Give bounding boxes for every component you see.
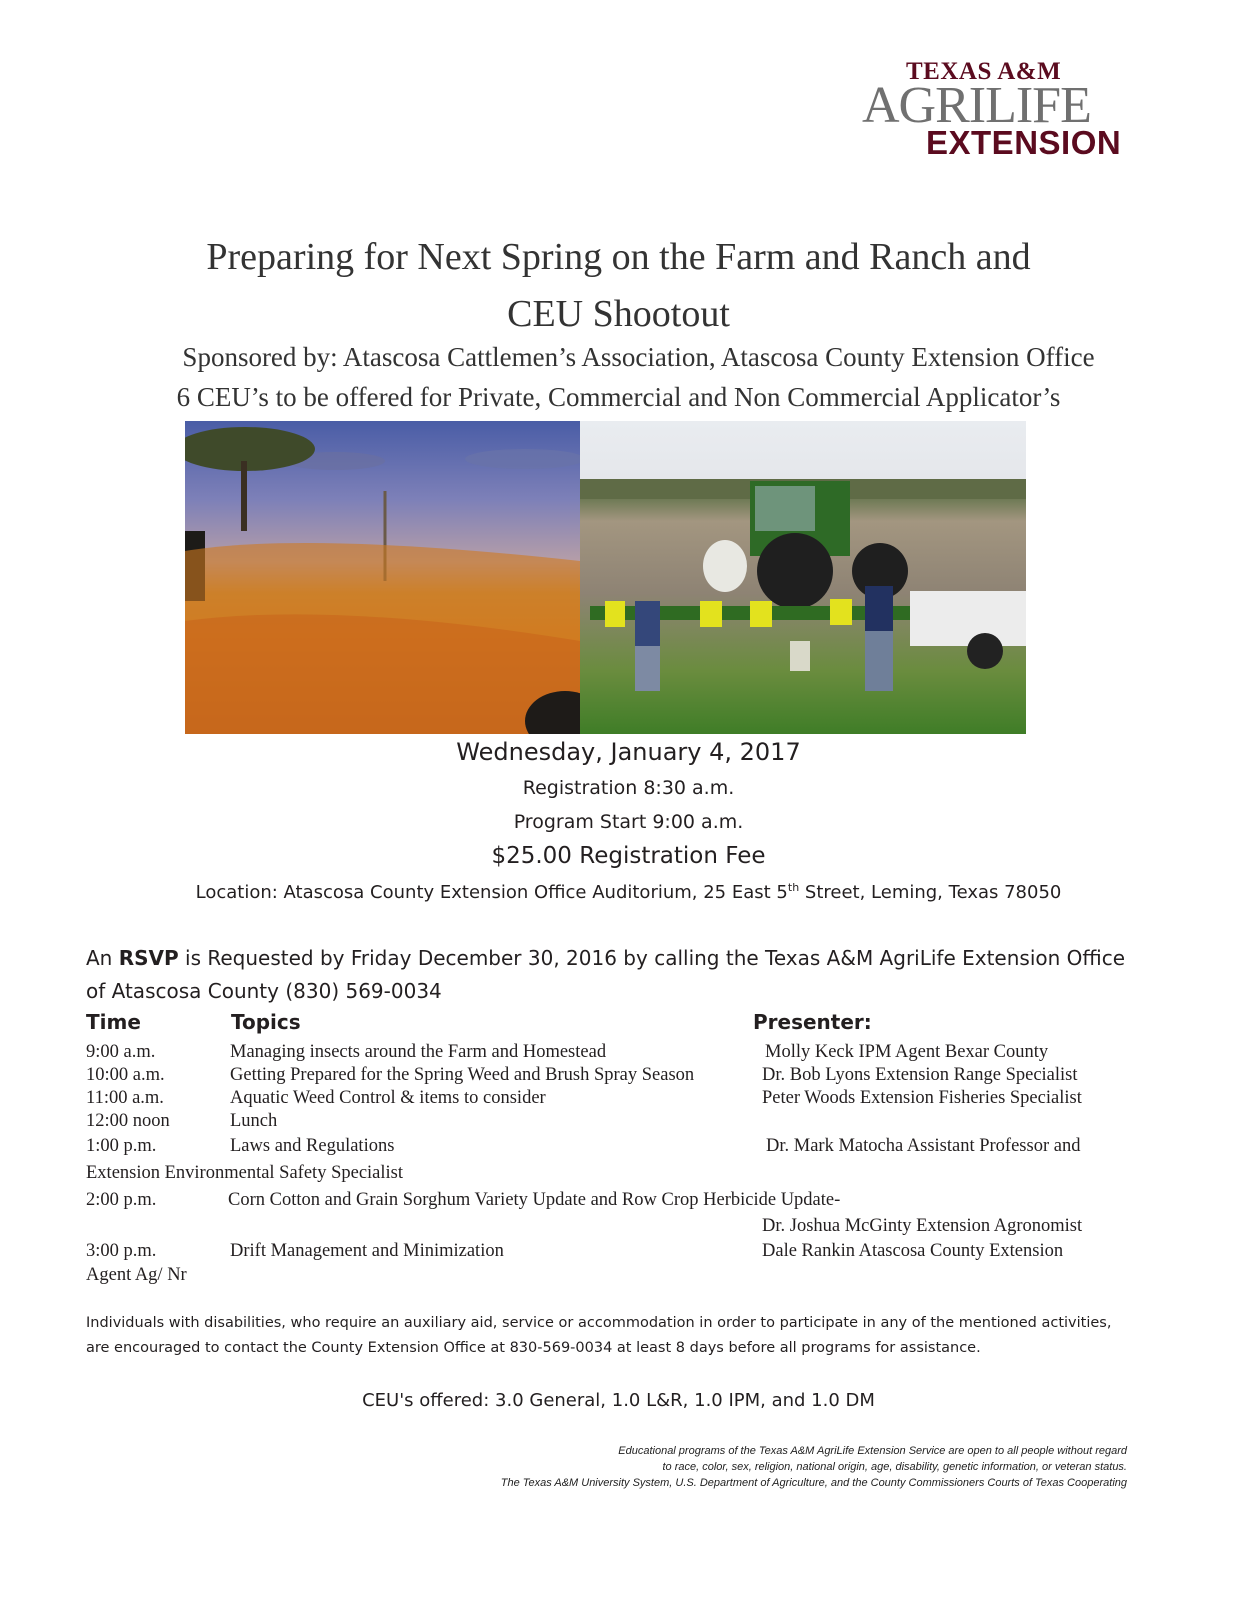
schedule-continuation: Extension Environmental Safety Specialist <box>86 1163 404 1183</box>
logo-agrilife: AGRILIFE <box>862 77 1091 134</box>
event-date: Wednesday, January 4, 2017 <box>456 738 801 766</box>
schedule-time: 12:00 noon <box>86 1111 170 1131</box>
disabilities-line-1: Individuals with disabilities, who require an auxiliary aid, service or accommodation in order to participate in any of the mentioned activities, <box>86 1315 1112 1331</box>
ceus-offered: CEU's offered: 3.0 General, 1.0 L&R, 1.0 IPM, and 1.0 DM <box>362 1390 875 1411</box>
schedule-presenter: Dr. Joshua McGinty Extension Agronomist <box>762 1216 1083 1236</box>
sponsors-line: Sponsored by: Atascosa Cattlemen’s Association, Atascosa County Extension Office <box>182 342 1095 372</box>
schedule-time: 1:00 p.m. <box>86 1136 157 1156</box>
schedule-time: 9:00 a.m. <box>86 1042 156 1062</box>
logo-extension: EXTENSION <box>926 124 1122 161</box>
title-line-2: CEU Shootout <box>507 293 730 335</box>
disabilities-notice <box>86 1311 1156 1361</box>
schedule-topic: Corn Cotton and Grain Sorghum Variety Update and Row Crop Herbicide Update- <box>228 1190 841 1210</box>
footer-line-2: to race, color, sex, religion, national origin, age, disability, genetic information, or veteran status. <box>662 1461 1127 1473</box>
footer-line-1: Educational programs of the Texas A&M AgriLife Extension Service are open to all people without regard <box>618 1445 1127 1457</box>
title-line-1: Preparing for Next Spring on the Farm and Ranch and <box>206 236 1031 278</box>
rsvp-line2: of Atascosa County (830) 569-0034 <box>86 979 442 1003</box>
planter-photo-art <box>580 421 1026 734</box>
footer-line-3: The Texas A&M University System, U.S. Department of Agriculture, and the County Commissioners Courts of Texas Cooperating <box>500 1477 1127 1489</box>
program-start-time: Program Start 9:00 a.m. <box>513 811 744 833</box>
schedule-header-presenter: Presenter: <box>753 1010 872 1034</box>
nondiscrimination-footer <box>501 1443 1127 1491</box>
schedule-topic: Aquatic Weed Control & items to consider <box>230 1088 546 1108</box>
schedule-presenter: Molly Keck IPM Agent Bexar County <box>765 1042 1049 1062</box>
schedule-topic: Lunch <box>230 1111 278 1131</box>
ranch-photo <box>185 421 580 734</box>
schedule-time: 10:00 a.m. <box>86 1065 165 1085</box>
schedule-topic: Getting Prepared for the Spring Weed and Brush Spray Season <box>230 1065 695 1085</box>
disabilities-line-2: are encouraged to contact the County Extension Office at 830-569-0034 at least 8 days before all programs for assistance. <box>86 1340 981 1356</box>
schedule-presenter: Peter Woods Extension Fisheries Specialist <box>762 1088 1082 1108</box>
registration-time: Registration 8:30 a.m. <box>522 777 735 799</box>
schedule-presenter: Dr. Bob Lyons Extension Range Specialist <box>762 1065 1078 1085</box>
logo-texas-am: TEXAS A&M <box>906 58 1062 85</box>
ranch-photo-art <box>185 421 580 734</box>
schedule-presenter: Dr. Mark Matocha Assistant Professor and <box>766 1136 1081 1156</box>
rsvp-prefix: An <box>86 946 119 970</box>
rsvp-line1: is Requested by Friday December 30, 2016 by calling the Texas A&M AgriLife Extension Office <box>178 946 1126 970</box>
schedule-header-time: Time <box>86 1010 141 1034</box>
location-sup: th <box>787 881 800 894</box>
planter-photo <box>580 421 1026 734</box>
agrilife-extension-logo <box>862 58 1142 166</box>
ceu-offer-line: 6 CEU’s to be offered for Private, Commercial and Non Commercial Applicator’s <box>176 382 1061 412</box>
schedule-time: 11:00 a.m. <box>86 1088 164 1108</box>
location-suffix: Street, Leming, Texas 78050 <box>799 882 1062 903</box>
schedule-time: 2:00 p.m. <box>86 1190 157 1210</box>
event-location <box>10 881 1237 903</box>
rsvp-paragraph <box>86 942 1146 1008</box>
schedule-topic: Drift Management and Minimization <box>230 1241 504 1261</box>
registration-fee: $25.00 Registration Fee <box>491 843 766 869</box>
schedule-header-topics: Topics <box>231 1010 301 1034</box>
schedule-presenter: Dale Rankin Atascosa County Extension <box>762 1241 1064 1261</box>
schedule-topic: Managing insects around the Farm and Homestead <box>230 1042 607 1062</box>
rsvp-bold: RSVP <box>118 946 179 970</box>
location-prefix: Location: Atascosa County Extension Office Auditorium, 25 East 5 <box>195 882 788 903</box>
schedule-time: 3:00 p.m. <box>86 1241 157 1261</box>
schedule-continuation: Agent Ag/ Nr <box>86 1265 187 1285</box>
schedule-topic: Laws and Regulations <box>230 1136 395 1156</box>
